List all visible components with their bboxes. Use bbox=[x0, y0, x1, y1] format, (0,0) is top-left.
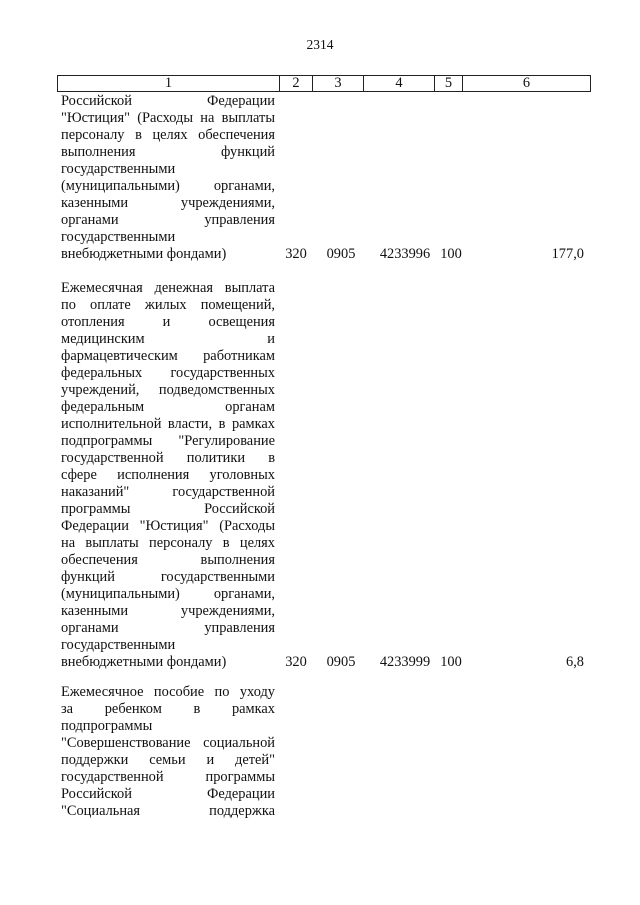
description-line: на выплаты персоналу в целях bbox=[61, 535, 275, 551]
header-col-5: 5 bbox=[435, 76, 463, 92]
row-description bbox=[61, 684, 275, 820]
description-line: внебюджетными фондами) bbox=[61, 246, 227, 262]
header-col-3: 3 bbox=[313, 76, 364, 92]
description-line: (муниципальными) органами, bbox=[61, 586, 275, 602]
description-line: по оплате жилых помещений, bbox=[61, 297, 275, 313]
subsection-code: 0905 bbox=[326, 654, 356, 670]
description-line: Ежемесячное пособие по уходу bbox=[61, 684, 275, 700]
description-line: государственной политики в bbox=[61, 450, 275, 466]
description-line: поддержки семьи и детей" bbox=[61, 752, 275, 768]
column-number-header bbox=[57, 75, 591, 92]
description-line: выполнения функций bbox=[61, 144, 275, 160]
description-line: подпрограммы "Регулирование bbox=[61, 433, 275, 449]
amount: 177,0 bbox=[551, 246, 584, 262]
description-line: органами управления bbox=[61, 620, 275, 636]
row-description bbox=[61, 93, 275, 263]
description-line: органами управления bbox=[61, 212, 275, 228]
description-line: федеральных государственных bbox=[61, 365, 275, 381]
row-description bbox=[61, 280, 275, 671]
description-line: наказаний" государственной bbox=[61, 484, 275, 500]
description-line: государственными bbox=[61, 161, 176, 177]
header-col-6: 6 bbox=[463, 76, 591, 92]
description-line: Ежемесячная денежная выплата bbox=[61, 280, 275, 296]
description-line: казенными учреждениями, bbox=[61, 603, 275, 619]
expense-type-code: 100 bbox=[440, 246, 462, 262]
description-line: (муниципальными) органами, bbox=[61, 178, 275, 194]
page-number: 2314 bbox=[306, 37, 334, 52]
description-line: Российской Федерации bbox=[61, 93, 275, 109]
description-line: функций государственными bbox=[61, 569, 275, 585]
header-col-1: 1 bbox=[58, 76, 280, 92]
target-article-code: 4233999 bbox=[379, 654, 431, 670]
description-line: Федерации "Юстиция" (Расходы bbox=[61, 518, 275, 534]
description-line: "Совершенствование социальной bbox=[61, 735, 275, 751]
target-article-code: 4233996 bbox=[379, 246, 431, 262]
description-line: "Юстиция" (Расходы на выплаты bbox=[61, 110, 275, 126]
description-line: учреждений, подведомственных bbox=[61, 382, 275, 398]
amount: 6,8 bbox=[566, 654, 584, 670]
description-line: отопления и освещения bbox=[61, 314, 275, 330]
description-line: Российской Федерации bbox=[61, 786, 275, 802]
description-line: медицинским и bbox=[61, 331, 275, 347]
description-line: государственной программы bbox=[61, 769, 275, 785]
description-line: внебюджетными фондами) bbox=[61, 654, 227, 670]
description-line: за ребенком в рамках bbox=[61, 701, 275, 717]
section-code: 320 bbox=[285, 246, 307, 262]
description-line: "Социальная поддержка bbox=[61, 803, 275, 819]
description-line: государственными bbox=[61, 637, 176, 653]
section-code: 320 bbox=[285, 654, 307, 670]
description-line: подпрограммы bbox=[61, 718, 153, 734]
description-line: исполнительной власти, в рамках bbox=[61, 416, 275, 432]
description-line: федеральным органам bbox=[61, 399, 275, 415]
header-col-2: 2 bbox=[280, 76, 313, 92]
description-line: персоналу в целях обеспечения bbox=[61, 127, 275, 143]
description-line: обеспечения выполнения bbox=[61, 552, 275, 568]
description-line: сфере исполнения уголовных bbox=[61, 467, 275, 483]
description-line: программы Российской bbox=[61, 501, 275, 517]
subsection-code: 0905 bbox=[326, 246, 356, 262]
header-col-4: 4 bbox=[364, 76, 435, 92]
description-line: фармацевтическим работникам bbox=[61, 348, 275, 364]
description-line: государственными bbox=[61, 229, 176, 245]
expense-type-code: 100 bbox=[440, 654, 462, 670]
description-line: казенными учреждениями, bbox=[61, 195, 275, 211]
